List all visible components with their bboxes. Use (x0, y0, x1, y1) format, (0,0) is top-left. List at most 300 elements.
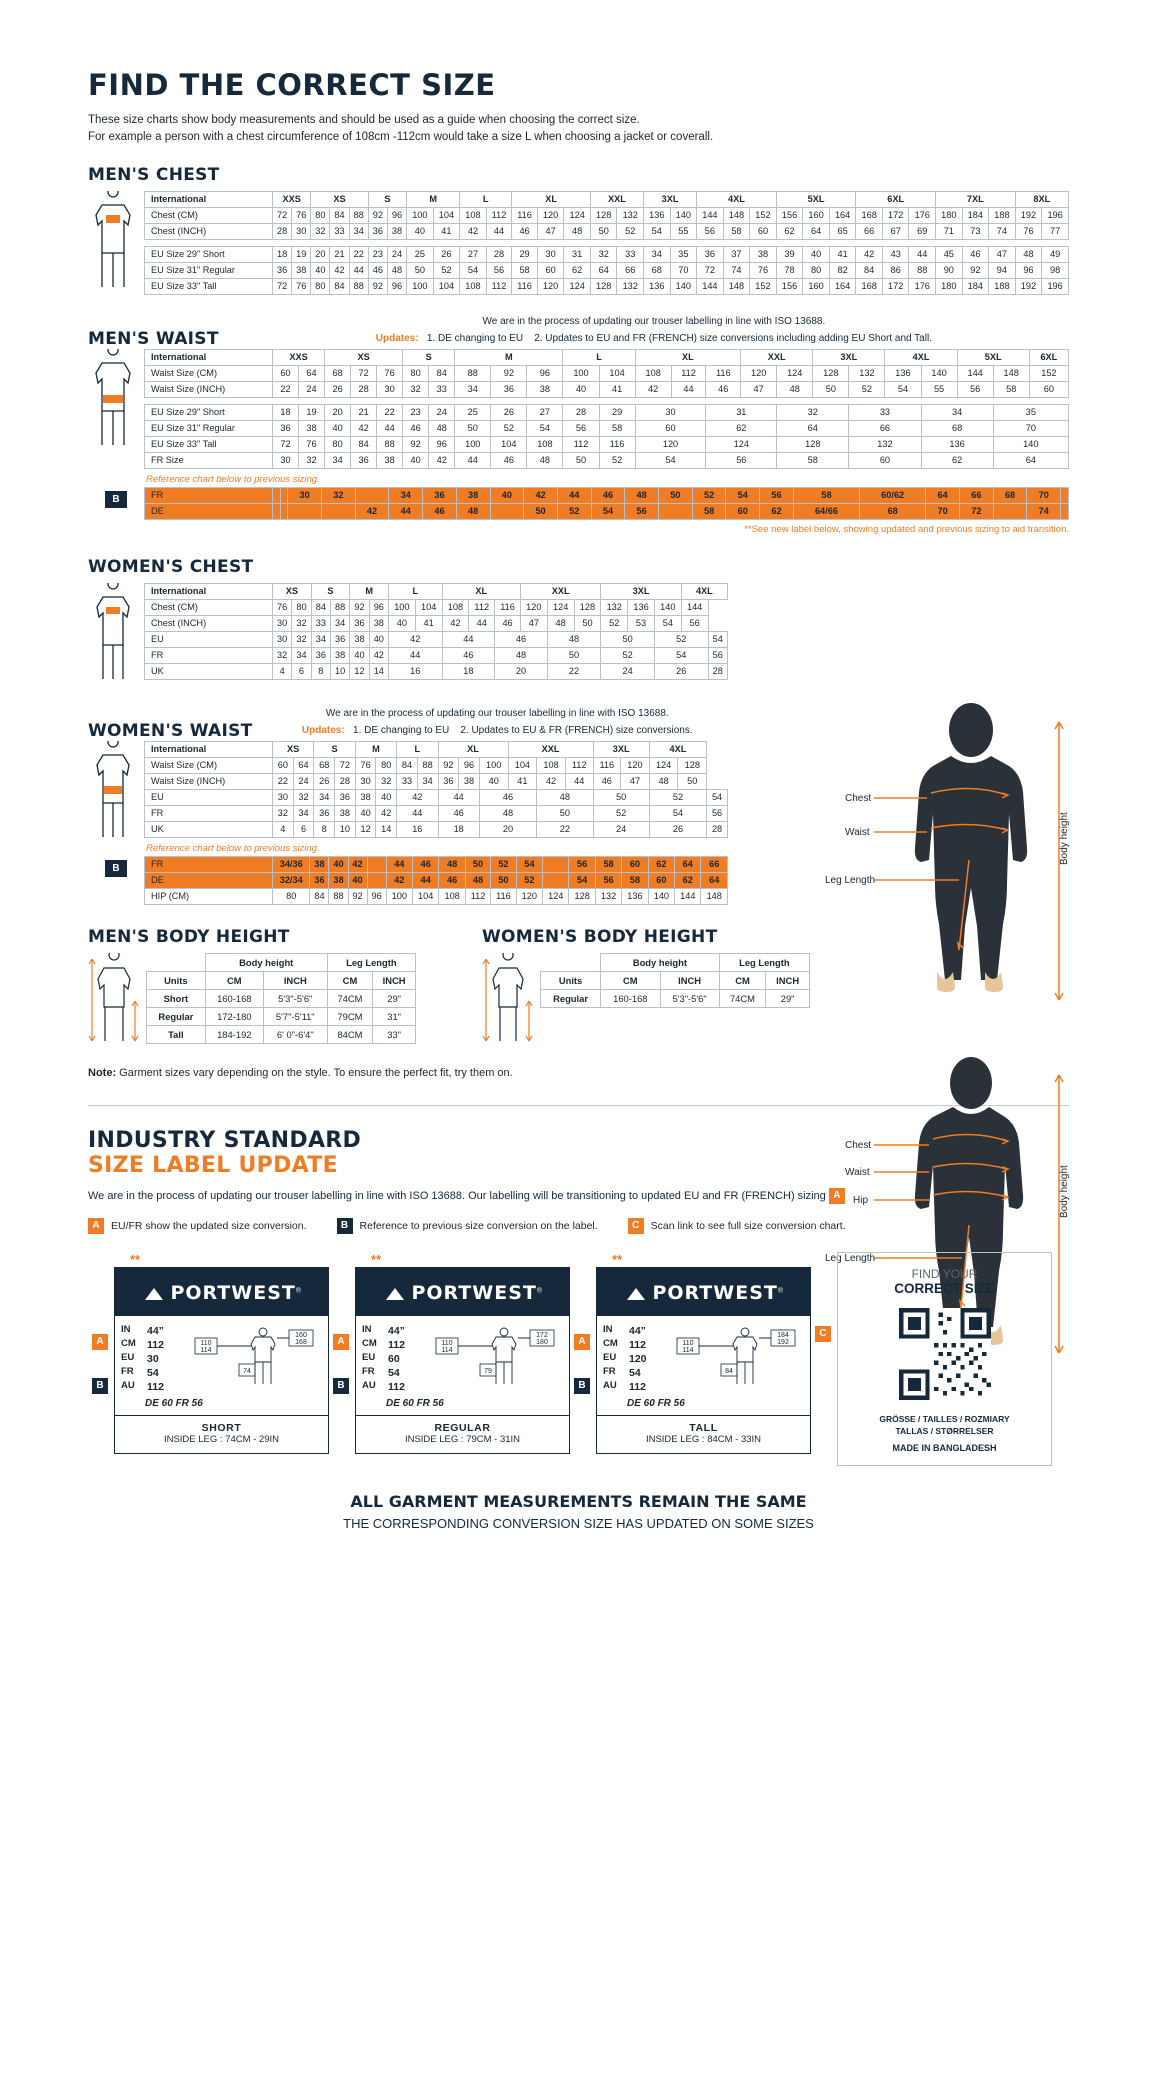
cell: 44 (455, 452, 491, 468)
cell: 58 (692, 503, 726, 519)
cell: 30 (355, 773, 376, 789)
legend-text-c: Scan link to see full size conversion chart. (650, 1219, 846, 1232)
cell: 54 (649, 805, 706, 821)
cell: 54 (644, 223, 671, 239)
cell: 80 (325, 436, 351, 452)
cell: 46 (368, 262, 387, 278)
cell: 46 (495, 631, 548, 647)
footer-line-1: ALL GARMENT MEASUREMENTS REMAIN THE SAME (350, 1492, 807, 1512)
cell: 68 (644, 262, 671, 278)
cell: 64 (590, 262, 617, 278)
cell: 98 (1042, 262, 1069, 278)
cell: 32 (292, 631, 311, 647)
row-label: Tall (147, 1025, 206, 1043)
cell: 100 (455, 436, 491, 452)
womens-waist-previous-block (88, 856, 728, 905)
cell: 5'3"-5'6" (263, 989, 327, 1007)
size-header: L (397, 741, 438, 757)
cell: 52 (516, 872, 542, 888)
cell: 66 (856, 223, 883, 239)
size-value: 30 (147, 1352, 159, 1365)
womens-body-height-title: WOMEN'S BODY HEIGHT (482, 926, 718, 947)
size-header: S (311, 583, 350, 599)
size-header: S (368, 191, 406, 207)
cell: 18 (438, 821, 479, 837)
size-value: 54 (147, 1367, 159, 1380)
cell: 104 (433, 207, 460, 223)
cell: 156 (776, 278, 803, 294)
cell: 32 (403, 381, 429, 397)
mens-waist-intl-label: International (145, 349, 273, 365)
cell: 160 (803, 278, 830, 294)
size-header: 3XL (601, 583, 681, 599)
cell (1061, 487, 1069, 503)
cell: 80 (311, 278, 330, 294)
col-group: Body height (601, 953, 720, 971)
cell: 42 (442, 615, 469, 631)
cell: 46 (491, 452, 527, 468)
tag-a-tall: A (574, 1334, 590, 1350)
cell: 38 (355, 789, 376, 805)
cell (355, 487, 389, 503)
cell: 50 (547, 647, 601, 663)
size-header: XXL (741, 349, 813, 365)
label-foot-tall (597, 1415, 810, 1453)
cell: 38 (350, 631, 369, 647)
update-2: 2. Updates to EU & FR (FRENCH) size conversions. (460, 724, 693, 736)
cell: 116 (512, 278, 538, 294)
cell: 32 (273, 805, 294, 821)
cell: 40 (325, 420, 351, 436)
table-row (541, 953, 810, 971)
cell: 84 (351, 436, 377, 452)
cell: 14 (376, 821, 397, 837)
cell: 24 (299, 381, 325, 397)
male-model-card (819, 700, 1069, 1035)
cell: 48 (456, 503, 490, 519)
cell: 55 (921, 381, 957, 397)
cell: 52 (601, 647, 655, 663)
size-header: XL (438, 741, 508, 757)
cell: 48 (479, 805, 536, 821)
qr-title-1: FIND YOUR (911, 1266, 978, 1281)
cell: 108 (527, 436, 563, 452)
badge-b: B (105, 491, 127, 508)
table-row (147, 971, 416, 989)
cell: 128 (813, 365, 849, 381)
cell: 48 (439, 856, 465, 872)
cell: 56 (625, 503, 659, 519)
cell: 6 (292, 663, 311, 679)
label-figure-short (191, 1324, 322, 1388)
cell: 42 (388, 631, 442, 647)
label-sizes-short (121, 1324, 185, 1395)
footer-line-2: THE CORRESPONDING CONVERSION SIZE HAS UPDATED ON SOME SIZES (343, 1516, 814, 1532)
cell: 168 (856, 278, 883, 294)
row-label: FR (145, 805, 273, 821)
cell (367, 872, 386, 888)
size-key: IN (121, 1323, 131, 1335)
mens-waist-title: MEN'S WAIST (88, 328, 219, 349)
unit: CM (205, 971, 263, 989)
cell: 144 (957, 365, 993, 381)
cell: 44 (557, 487, 591, 503)
cell: 48 (547, 615, 574, 631)
cell: 34 (349, 223, 368, 239)
row-label: Regular (147, 1007, 206, 1025)
cell: 58 (993, 381, 1029, 397)
cell: 140 (921, 365, 957, 381)
cell: 58 (622, 872, 648, 888)
cell: 32 (299, 452, 325, 468)
cell: 58 (595, 856, 621, 872)
size-value: 112 (629, 1381, 646, 1394)
cell: 30 (635, 404, 706, 420)
cell: 96 (387, 278, 406, 294)
mens-body-height-title: MEN'S BODY HEIGHT (88, 926, 290, 947)
cell: 60 (273, 365, 299, 381)
cell: 168 (856, 207, 883, 223)
cell: 26 (654, 663, 708, 679)
qr-code-icon[interactable] (899, 1308, 991, 1400)
cell: 86 (882, 262, 909, 278)
cell: 20 (311, 246, 330, 262)
cell: 23 (403, 404, 429, 420)
mens-waist-previous-table (144, 487, 1069, 520)
size-header: 4XL (649, 741, 706, 757)
cell: 104 (415, 599, 442, 615)
cell: 46 (962, 246, 989, 262)
cell: 46 (403, 420, 429, 436)
cell: 36 (273, 420, 299, 436)
cell: 132 (595, 888, 621, 904)
cell: 184-192 (205, 1025, 263, 1043)
label-stars-tall: ** (612, 1251, 623, 1267)
fig-right-bottom: 168 (295, 1338, 307, 1346)
cell: 160-168 (205, 989, 263, 1007)
size-key: FR (603, 1366, 616, 1378)
cell: 32 (321, 487, 355, 503)
row-label: EU (145, 789, 273, 805)
cell: 46 (706, 381, 741, 397)
table-row (145, 583, 728, 599)
cell: 176 (909, 207, 936, 223)
cell: 38 (527, 381, 563, 397)
cell: 38 (750, 246, 777, 262)
trouser-measure-icon (432, 1324, 562, 1390)
cell: 67 (882, 223, 909, 239)
cell: 164 (829, 278, 856, 294)
womens-waist-figure (88, 741, 144, 846)
table-row (145, 872, 728, 888)
table-row (145, 631, 728, 647)
cell: 84 (330, 207, 349, 223)
size-header: M (350, 583, 389, 599)
label-fit-regular: REGULAR (434, 1422, 491, 1435)
unit: CM (601, 971, 660, 989)
table-row (145, 420, 1069, 436)
cell: 44 (377, 420, 403, 436)
cell: 32 (376, 773, 397, 789)
cell: 100 (479, 757, 508, 773)
cell: 29" (373, 989, 416, 1007)
cell: 132 (617, 207, 644, 223)
cell: 40 (376, 789, 397, 805)
size-key: CM (362, 1337, 377, 1349)
size-value: 112 (147, 1381, 164, 1394)
cell: 120 (537, 278, 564, 294)
cell: 128 (574, 599, 601, 615)
cell: 54 (527, 420, 563, 436)
intro-line-1: These size charts show body measurements and should be used as a guide when choosing the correct size. (88, 114, 640, 126)
table-row (541, 989, 810, 1007)
cell: 24 (601, 663, 655, 679)
cell: 74 (989, 223, 1016, 239)
unit: INCH (373, 971, 416, 989)
cell: 14 (369, 663, 388, 679)
cell: 48 (537, 789, 593, 805)
cell: 54 (516, 856, 542, 872)
cell: 6' 0"-6'4" (263, 1025, 327, 1043)
cell: 62 (776, 223, 803, 239)
cell: 32 (273, 647, 292, 663)
cell: 10 (330, 663, 349, 679)
cell: 92 (491, 365, 527, 381)
row-label: EU Size 33" Tall (145, 436, 273, 452)
cell: 52 (601, 615, 628, 631)
row-label: HIP (CM) (145, 888, 273, 904)
table-row (145, 615, 728, 631)
cell: 22 (273, 381, 299, 397)
cell: 116 (491, 888, 516, 904)
cell: 108 (460, 207, 487, 223)
cell: 112 (671, 365, 706, 381)
cell: 88 (349, 207, 368, 223)
row-label: Waist Size (CM) (145, 365, 273, 381)
svg-text:192: 192 (777, 1338, 789, 1346)
cell: 54 (726, 487, 760, 503)
row-label: Chest (CM) (145, 599, 273, 615)
mens-waist-table (144, 349, 1069, 469)
cell: 80 (803, 262, 830, 278)
cell: 52 (593, 805, 649, 821)
updates-label: Updates: (301, 724, 345, 736)
womens-chest-figure (88, 583, 144, 688)
row-label: UK (145, 663, 273, 679)
unit: INCH (263, 971, 327, 989)
male-height-icon (88, 953, 140, 1045)
cell: 40 (311, 262, 330, 278)
svg-text:110: 110 (441, 1339, 453, 1347)
cell: 68 (314, 757, 335, 773)
cell: 72 (697, 262, 724, 278)
cell: 22 (547, 663, 601, 679)
cell: 56 (707, 805, 728, 821)
table-row (145, 888, 728, 904)
cell: 41 (508, 773, 537, 789)
cell: 180 (936, 207, 963, 223)
label-foot-regular (356, 1415, 569, 1453)
cell: 112 (565, 757, 593, 773)
cell: 48 (547, 631, 601, 647)
cell: 42 (369, 647, 388, 663)
mens-waist-previous-block (88, 487, 1069, 535)
tag-b: B (337, 1218, 353, 1234)
cell: 60/62 (860, 487, 926, 503)
qr-sub-1: GRÖSSE / TAILLES / ROZMIARY (879, 1413, 1010, 1424)
row-label: FR (145, 487, 273, 503)
cell: 34 (389, 487, 423, 503)
cell: 108 (442, 599, 469, 615)
cell: 84 (397, 757, 418, 773)
cell: 29 (599, 404, 635, 420)
cell: 50 (537, 805, 593, 821)
cell: 70 (926, 503, 960, 519)
cell: 55 (670, 223, 697, 239)
cell: 92 (962, 262, 989, 278)
cell: 58 (599, 420, 635, 436)
cell: 5'7"-5'11" (263, 1007, 327, 1025)
cell: 28 (707, 821, 728, 837)
cell: 144 (697, 207, 724, 223)
cell: 30 (377, 381, 403, 397)
tag-b-regular: B (333, 1378, 349, 1394)
cell: 42 (351, 420, 377, 436)
cell: 140 (648, 888, 674, 904)
cell: 34 (292, 647, 311, 663)
male-label-waist: Waist (845, 827, 870, 838)
cell: 104 (508, 757, 537, 773)
cell: 132 (849, 436, 921, 452)
size-header: XL (635, 349, 741, 365)
size-header: 6XL (1029, 349, 1068, 365)
cell: 23 (368, 246, 387, 262)
row-label: Chest (INCH) (145, 223, 273, 239)
cell: 38 (459, 773, 480, 789)
cell: 120 (516, 888, 542, 904)
cell: 73 (962, 223, 989, 239)
womens-chest-intl-label: International (145, 583, 273, 599)
female-label-waist: Waist (845, 1167, 870, 1178)
row-label: Waist Size (CM) (145, 757, 273, 773)
cell: 50 (465, 856, 490, 872)
cell: 32 (777, 404, 849, 420)
table-row (145, 487, 1069, 503)
cell: 43 (882, 246, 909, 262)
cell: 54 (569, 872, 595, 888)
cell: 100 (388, 599, 415, 615)
size-header: 4XL (885, 349, 957, 365)
cell: 120 (520, 599, 547, 615)
cell: 50 (593, 789, 649, 805)
size-value: 60 (388, 1352, 400, 1365)
size-header: 4XL (681, 583, 727, 599)
cell: 120 (537, 207, 564, 223)
svg-text:180: 180 (536, 1338, 548, 1346)
size-key: EU (362, 1351, 376, 1363)
cell: 16 (397, 821, 438, 837)
fig-leg: 74 (243, 1367, 251, 1375)
size-value: 44” (388, 1324, 405, 1337)
cell: 92 (438, 757, 459, 773)
cell: 56 (569, 856, 595, 872)
table-row (145, 821, 728, 837)
cell: 76 (292, 278, 311, 294)
size-value: 54 (629, 1367, 641, 1380)
cell: 40 (348, 872, 367, 888)
cell: 27 (460, 246, 487, 262)
cell: 116 (593, 757, 621, 773)
svg-text:84: 84 (725, 1367, 733, 1375)
cell: 64 (993, 452, 1068, 468)
cell: 36 (697, 246, 724, 262)
cell: 31 (706, 404, 777, 420)
cell: 160 (803, 207, 830, 223)
label-de-line-tall: DE 60 FR 56 (627, 1398, 685, 1410)
size-header: XXS (273, 349, 325, 365)
cell: 56 (486, 262, 512, 278)
cell: 30 (273, 789, 294, 805)
size-header: L (563, 349, 635, 365)
row-label: EU Size 29" Short (145, 404, 273, 420)
cell: 76 (377, 365, 403, 381)
cell: 76 (355, 757, 376, 773)
qr-made-in: MADE IN BANGLADESH (892, 1443, 997, 1454)
label-card-regular (337, 1251, 570, 1455)
cell: 38 (335, 805, 356, 821)
cell: 38 (299, 420, 325, 436)
cell: 34 (921, 404, 993, 420)
cell: 40 (479, 773, 508, 789)
cell: 44 (397, 805, 438, 821)
size-header: 7XL (936, 191, 1016, 207)
cell: 80 (273, 888, 310, 904)
cell: 29" (766, 989, 810, 1007)
size-header: 4XL (697, 191, 777, 207)
cell: 124 (564, 278, 591, 294)
cell: 184 (962, 278, 989, 294)
cell: 47 (741, 381, 777, 397)
cell: 60 (849, 452, 921, 468)
cell: 66 (849, 420, 921, 436)
cell: 96 (1015, 262, 1042, 278)
cell: 54 (654, 647, 708, 663)
label-head-tall: PORTWEST® (597, 1268, 810, 1316)
cell: 33 (849, 404, 921, 420)
cell: 20 (495, 663, 548, 679)
cell: 88 (417, 757, 438, 773)
cell: 188 (989, 207, 1016, 223)
cell (993, 503, 1027, 519)
cell: 152 (1029, 365, 1068, 381)
cell: 8 (314, 821, 335, 837)
intro-text (88, 112, 1069, 147)
cell: 32 (292, 615, 311, 631)
cell: 79CM (327, 1007, 373, 1025)
cell: 33 (429, 381, 455, 397)
size-header: XXL (520, 583, 600, 599)
cell: 66 (701, 856, 728, 872)
cell: 38 (377, 452, 403, 468)
size-header: L (460, 191, 512, 207)
row-label: UK (145, 821, 273, 837)
size-key: CM (603, 1337, 618, 1349)
svg-text:79: 79 (484, 1367, 492, 1375)
cell: 92 (350, 599, 369, 615)
cell: 46 (512, 223, 538, 239)
cell: 42 (429, 452, 455, 468)
size-key: FR (121, 1366, 134, 1378)
